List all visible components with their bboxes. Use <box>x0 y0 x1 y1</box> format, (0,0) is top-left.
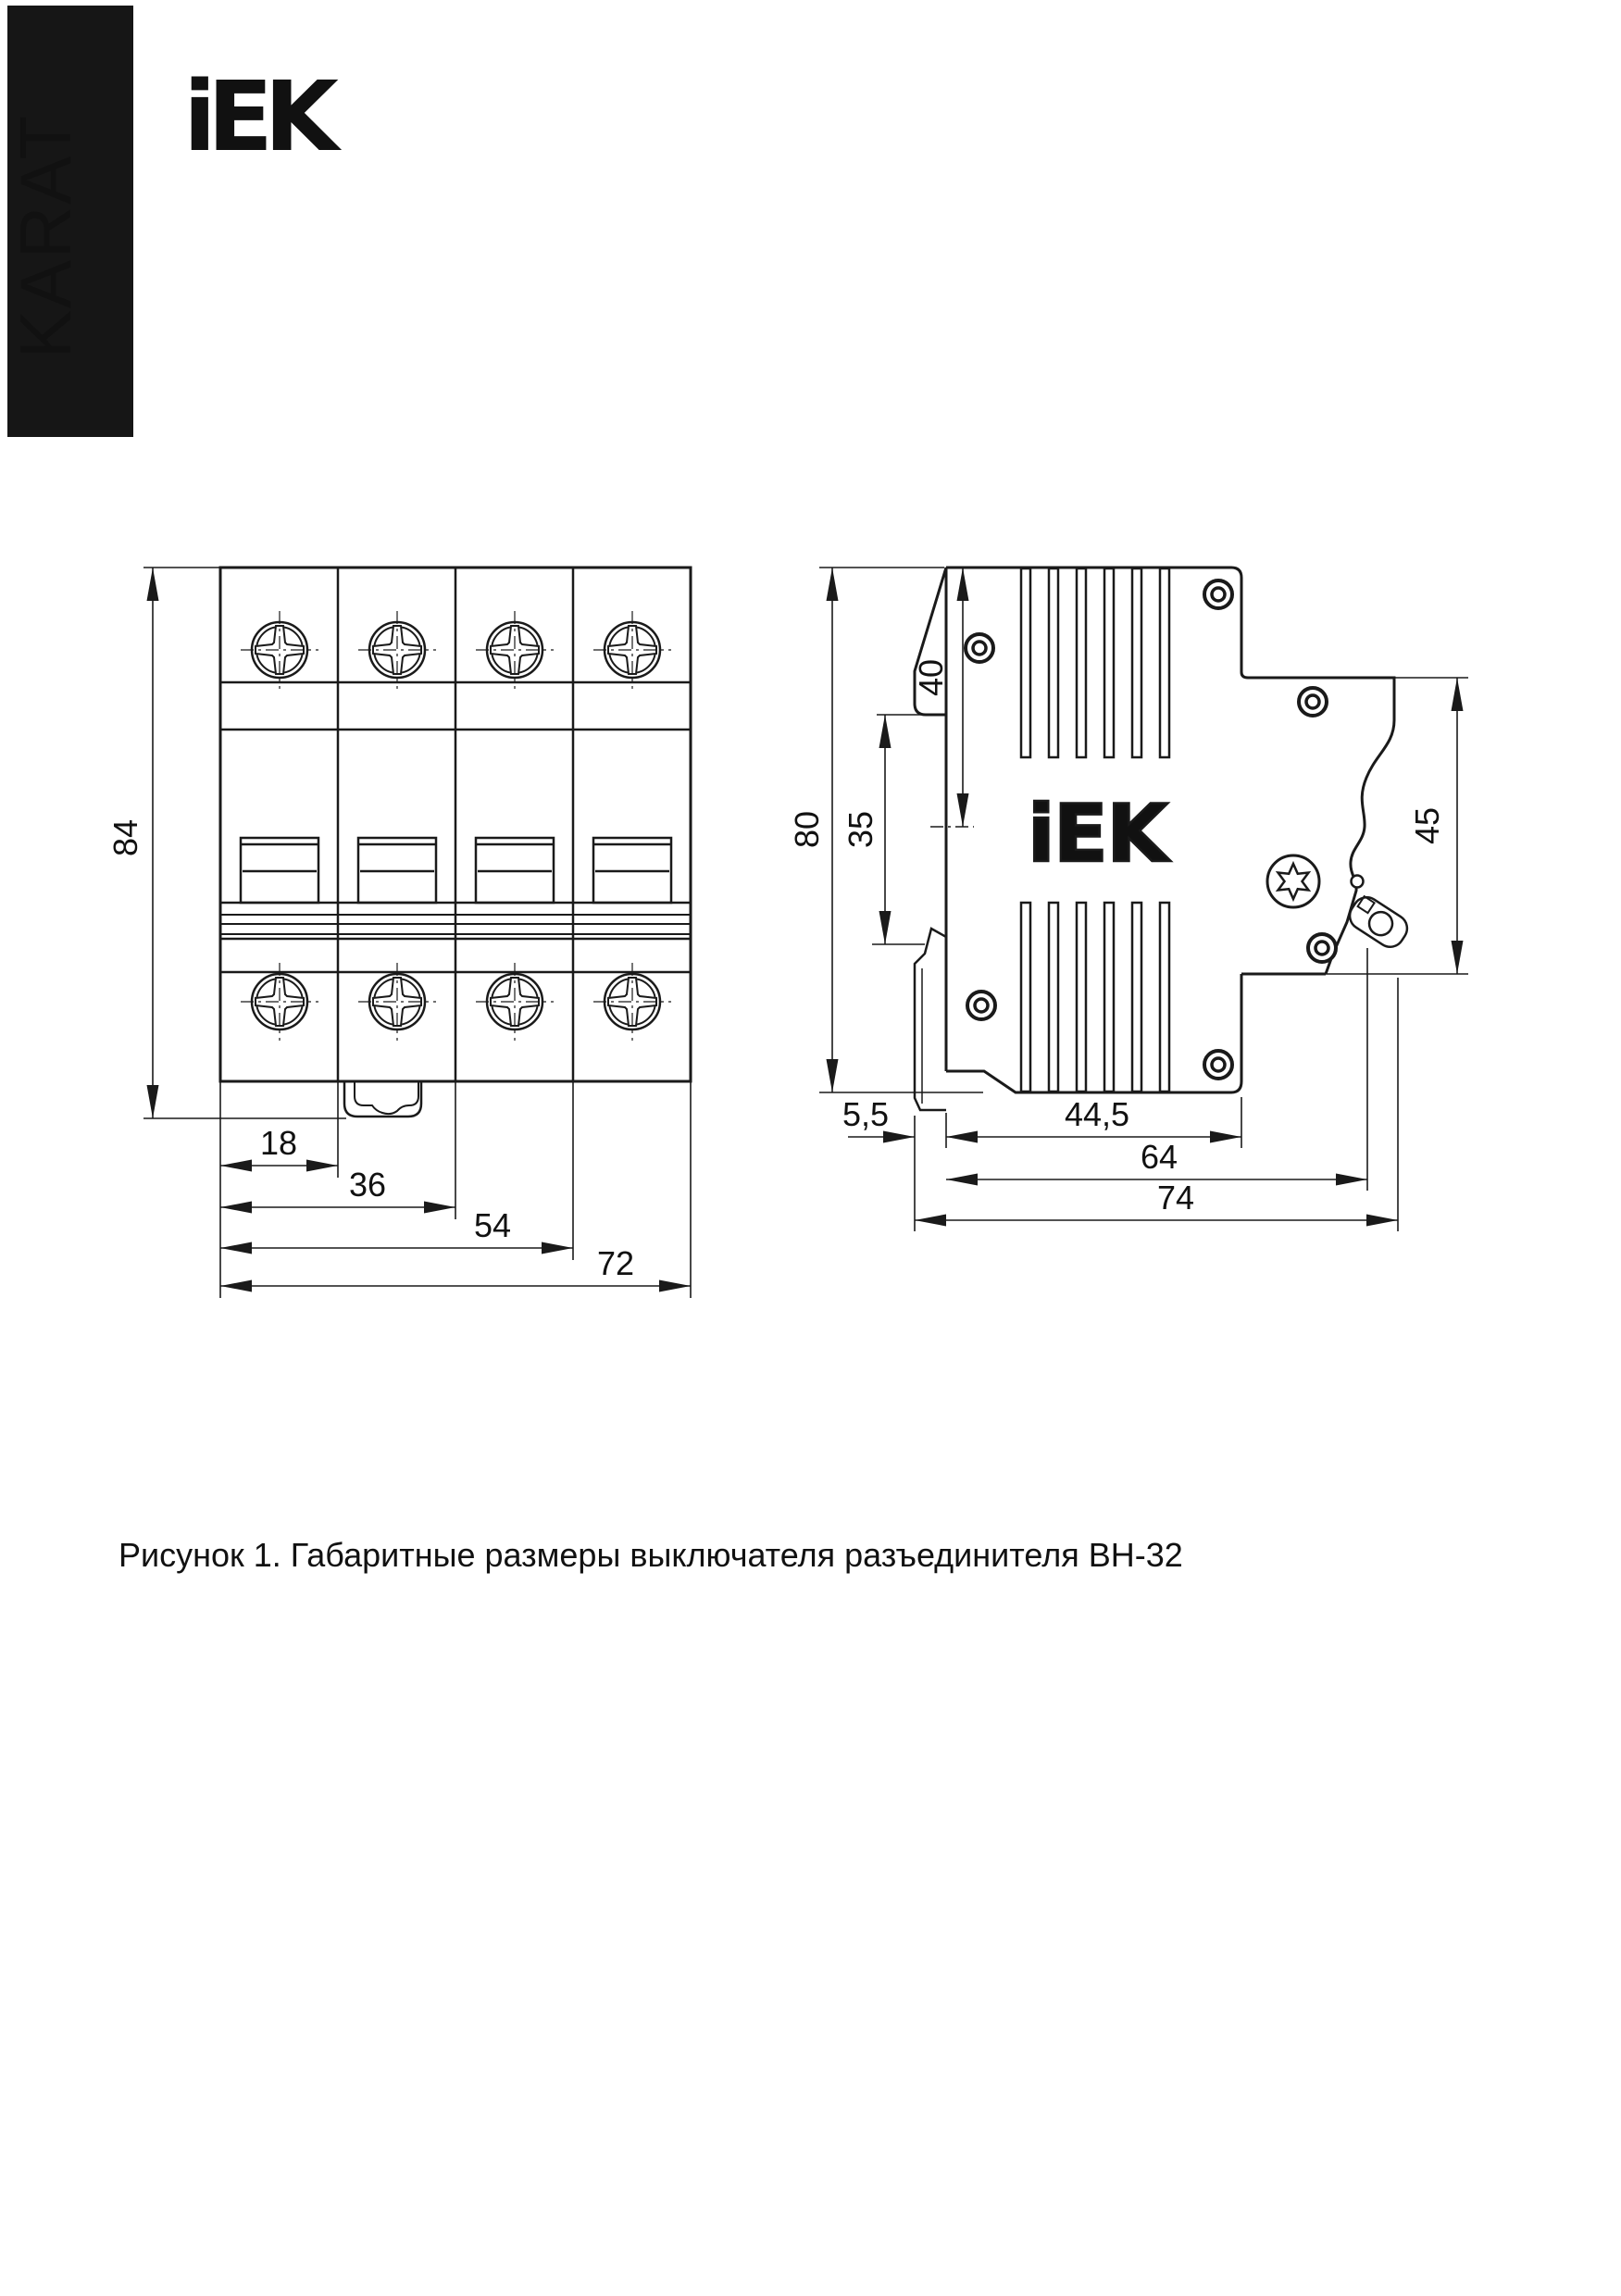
rivet-icon <box>966 634 993 662</box>
embossed-iek-logo: iEK <box>1028 788 1168 880</box>
banner-text: KARAT <box>5 113 86 359</box>
torx-screw-icon <box>1267 855 1319 907</box>
front-dimension-labels <box>106 819 634 1282</box>
dim-label-64: 64 <box>1140 1138 1178 1176</box>
arrowhead <box>220 1160 252 1172</box>
arrowhead <box>542 1242 573 1254</box>
arrowhead <box>1366 1215 1398 1227</box>
phillips-screw-icon <box>358 963 436 1041</box>
iek-logo-text: iEK <box>183 60 339 173</box>
dim-label-84: 84 <box>106 818 144 857</box>
karat-banner <box>5 6 133 437</box>
arrowhead <box>147 568 159 601</box>
toggle-handle <box>358 838 436 903</box>
arrowhead <box>147 1085 159 1118</box>
dim-label-18: 18 <box>259 1124 298 1162</box>
dim-label-36: 36 <box>348 1166 387 1204</box>
iek-logo <box>183 60 342 173</box>
phillips-screw-icon <box>476 963 554 1041</box>
dim-label-5-5: 5,5 <box>842 1095 890 1133</box>
arrowhead <box>827 1059 839 1092</box>
rivet-icon <box>1204 1051 1232 1079</box>
dim-label-80: 80 <box>788 810 826 849</box>
dim-label-74: 74 <box>1156 1179 1195 1217</box>
arrowhead <box>915 1215 946 1227</box>
arrowhead <box>1452 941 1464 974</box>
din-clip-front <box>344 1081 421 1117</box>
arrowhead <box>957 793 969 827</box>
phillips-screw-icon <box>593 963 671 1041</box>
arrowhead <box>424 1202 455 1214</box>
vent-slots-bottom <box>1021 903 1169 1092</box>
dim-label-72: 72 <box>596 1244 635 1282</box>
arrowhead <box>879 911 892 944</box>
rivet-icon <box>1299 688 1327 716</box>
toggle-handle <box>241 838 318 903</box>
phillips-screw-icon <box>476 611 554 689</box>
dim-label-40: 40 <box>912 658 950 697</box>
arrowhead <box>1452 678 1464 711</box>
dim-label-44-5: 44,5 <box>1064 1095 1130 1133</box>
arrowhead <box>946 1174 978 1186</box>
figure-caption: Рисунок 1. Габаритные размеры выключателя разъединителя ВН-32 <box>118 1536 1183 1574</box>
arrowhead <box>879 715 892 748</box>
din-clip-side <box>915 929 946 1110</box>
pivot-hole <box>1352 876 1364 888</box>
toggle-handle <box>593 838 671 903</box>
phillips-screw-icon <box>358 611 436 689</box>
arrowhead <box>1336 1174 1367 1186</box>
side-view <box>788 568 1468 1231</box>
phillips-screw-icon <box>241 611 318 689</box>
arrowhead <box>220 1242 252 1254</box>
front-dimensions <box>143 568 691 1298</box>
front-view <box>106 568 691 1298</box>
arrowhead <box>220 1280 252 1292</box>
arrowhead <box>220 1202 252 1214</box>
rivet-icon <box>1308 934 1336 962</box>
phillips-screw-icon <box>241 963 318 1041</box>
rivet-icon <box>1204 580 1232 608</box>
dim-label-45: 45 <box>1408 806 1446 845</box>
arrowhead <box>957 568 969 601</box>
dim-label-54: 54 <box>473 1206 512 1244</box>
toggle-handle <box>476 838 554 903</box>
terminal-tab <box>1344 892 1412 952</box>
arrowhead <box>659 1280 691 1292</box>
arrowhead <box>1210 1131 1241 1143</box>
rivet-icon <box>967 992 995 1019</box>
dim-label-35: 35 <box>842 810 879 849</box>
phillips-screw-icon <box>593 611 671 689</box>
arrowhead <box>827 568 839 601</box>
arrowhead <box>306 1160 338 1172</box>
arrowhead <box>946 1131 978 1143</box>
vent-slots-top <box>1021 568 1169 757</box>
